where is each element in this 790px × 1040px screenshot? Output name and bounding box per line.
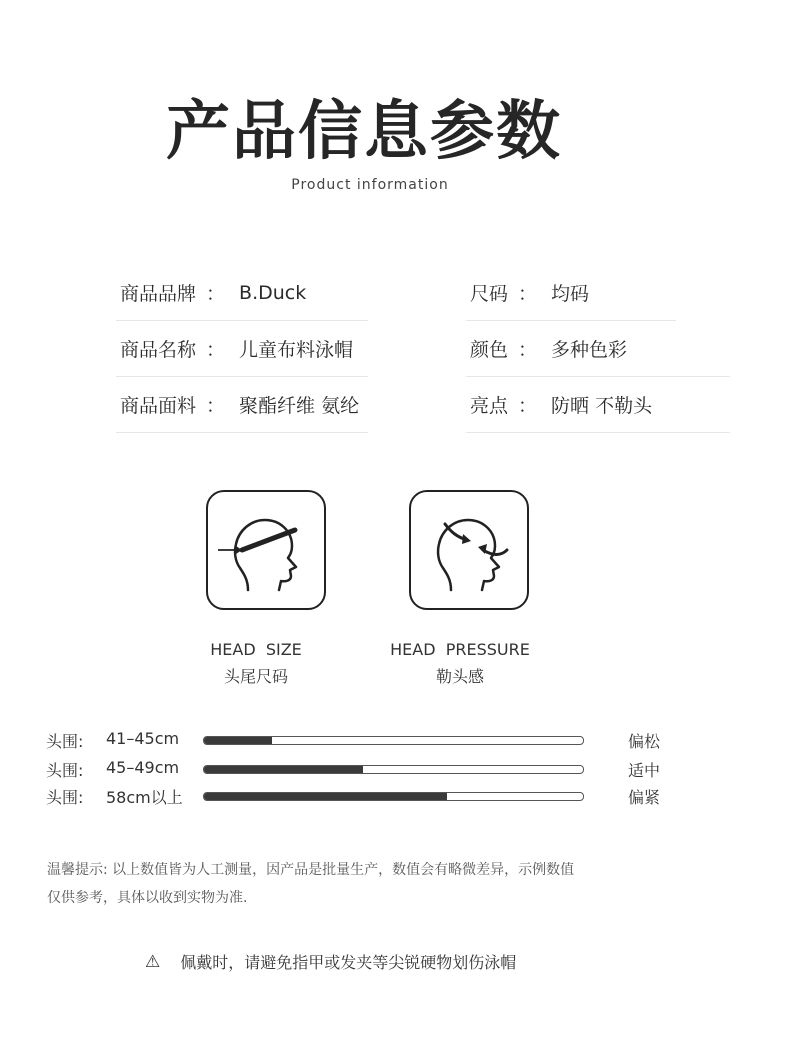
scale-range: 41–45cm [106, 729, 180, 748]
spec-separator: ： [206, 283, 226, 305]
head-size-icon [206, 490, 326, 610]
size-scale-row [46, 785, 686, 809]
spec-separator: ： [206, 339, 226, 361]
tightness-fill [204, 766, 363, 773]
spec-separator: ： [518, 339, 538, 361]
scale-label: 头围: [46, 788, 84, 807]
head-size-label-en: HEAD SIZE [210, 640, 302, 659]
head-size-label-cn: 头尾尺码 [223, 667, 288, 686]
spec-row-size [466, 265, 676, 321]
spec-value: B.Duck [239, 281, 307, 304]
spec-list-right [466, 265, 730, 433]
scale-range: 58cm以上 [106, 788, 183, 807]
spec-value: 均码 [551, 283, 590, 305]
spec-row-material [116, 377, 368, 433]
head-pressure-label-en: HEAD PRESSURE [390, 640, 530, 659]
spec-list-left [116, 265, 368, 433]
page-title: 产品信息参数 [166, 95, 562, 169]
spec-row-brand [116, 265, 368, 321]
page-subtitle: Product information [291, 177, 449, 193]
head-size-caption [186, 636, 326, 690]
scale-label: 头围: [46, 732, 84, 751]
tightness-bar [203, 736, 584, 745]
spec-row-name [116, 321, 368, 377]
measurement-notice [47, 856, 667, 912]
spec-value: 防晒 不勒头 [551, 395, 653, 417]
scale-feel: 偏紧 [628, 788, 661, 807]
spec-label: 颜色 [470, 339, 509, 361]
spec-label: 商品名称 [120, 339, 197, 361]
scale-range: 45–49cm [106, 758, 180, 777]
head-pressure-caption [380, 636, 540, 690]
scale-feel: 适中 [628, 761, 661, 780]
notice-line: 温馨提示: 以上数值皆为人工测量，因产品是批量生产，数值会有略微差异，示例数值 [47, 862, 575, 878]
scale-label: 头围: [46, 761, 84, 780]
warning-icon: ⚠ [145, 951, 161, 972]
warning-text: 佩戴时，请避免指甲或发夹等尖锐硬物划伤泳帽 [180, 953, 517, 972]
care-warning [145, 950, 516, 973]
spec-value: 聚酯纤维 氨纶 [239, 395, 360, 417]
head-pressure-label-cn: 勒头感 [435, 667, 484, 686]
tightness-bar [203, 792, 584, 801]
spec-value: 儿童布料泳帽 [239, 339, 354, 361]
scale-feel: 偏松 [628, 732, 661, 751]
spec-label: 商品品牌 [120, 283, 197, 305]
spec-separator: ： [206, 395, 226, 417]
tightness-fill [204, 793, 447, 800]
head-pressure-icon [409, 490, 529, 610]
spec-label: 商品面料 [120, 395, 197, 417]
spec-label: 亮点 [470, 395, 509, 417]
spec-value: 多种色彩 [551, 339, 628, 361]
tightness-fill [204, 737, 272, 744]
size-scale-row [46, 758, 686, 782]
tightness-bar [203, 765, 584, 774]
size-scale-row [46, 729, 686, 753]
spec-row-color [466, 321, 730, 377]
spec-separator: ： [518, 283, 538, 305]
notice-line: 仅供参考，具体以收到实物为准. [47, 890, 248, 906]
spec-row-highlight [466, 377, 730, 433]
spec-label: 尺码 [470, 283, 509, 305]
spec-separator: ： [518, 395, 538, 417]
